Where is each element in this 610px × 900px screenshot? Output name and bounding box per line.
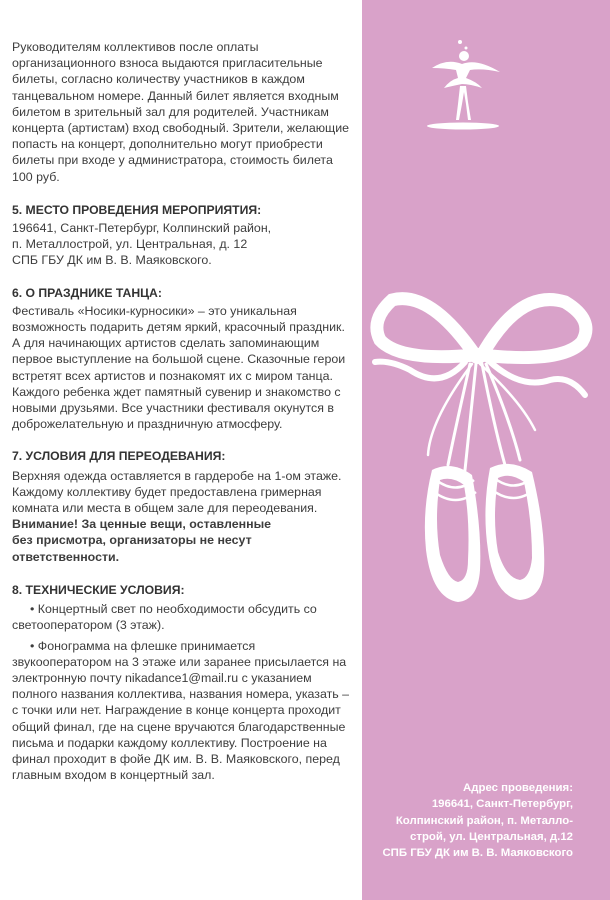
- content: [12, 39, 352, 783]
- address-line-2: Колпинский район, п. Металло-: [395, 814, 573, 827]
- section7-warning: Внимание! За ценные вещи, оставленные без присмотра, организаторы не несут ответственности.: [12, 517, 272, 564]
- section5-line1: 196641, Санкт-Петербург, Колпинский район,: [12, 221, 272, 236]
- section5-title: 5. МЕСТО ПРОВЕДЕНИЯ МЕРОПРИЯТИЯ:: [12, 202, 262, 217]
- address-label: Адрес проведения:: [463, 782, 573, 794]
- section7-title: 7. УСЛОВИЯ ДЛЯ ПЕРЕОДЕВАНИЯ:: [12, 449, 226, 464]
- section8-bullet2: • Фонограмма на флешке принимается звукооператором на 3 этаже или заранее присылается на электронную почту nikadance1@mail.ru с указанием полного названия коллектива, названия номера, указать – с точки или нет. Награждение в конце концерта проходит общий финал, где на сцене вручаются благодарственные письма и подарки каждому коллективу. Построение на финал проходит в фойе ДК им. В. В. Маяковского, перед главным входом в концертный зал.: [12, 638, 350, 783]
- section8-title: 8. ТЕХНИЧЕСКИЕ УСЛОВИЯ:: [12, 582, 185, 597]
- section6-title: 6. О ПРАЗДНИКЕ ТАНЦА:: [12, 285, 162, 300]
- address-line-4: СПБ ГБУ ДК им В. В. Маяковского: [382, 847, 573, 860]
- address-line-3: строй, ул. Центральная, д.12: [410, 830, 573, 843]
- pointe-shoes-icon: [370, 280, 600, 620]
- section5-line3: СПБ ГБУ ДК им В. В. Маяковского.: [12, 253, 212, 268]
- section7-text: Верхняя одежда оставляется в гардеробе на 1-ом этаже. Каждому коллективу будет предоставлена гримерная комната или места в общем зале для переодевания.: [12, 468, 342, 516]
- section6-text: Фестиваль «Носики-курносики» – это уникальная возможность подарить детям яркий, красочный праздник. А для начинающих артистов сделать запоминающим первое выступление на большой сцене. Сказочные герои встретят всех артистов и познакомят их с миром танца. Каждого ребенка ждет памятный сувенир и знакомство с новыми друзьями. Все участники фестиваля окунутся в доброжелательную и праздничную атмосферу.: [12, 303, 346, 432]
- venue-address: [363, 780, 573, 861]
- decorative-panel: [362, 0, 610, 900]
- section8-bullet1: • Концертный свет по необходимости обсудить со светооператором (3 этаж).: [12, 602, 317, 633]
- section5-line2: п. Металлострой, ул. Центральная, д. 12: [12, 237, 248, 252]
- intro-paragraph: Руководителям коллективов после оплаты организационного взноса выдаются пригласительные билеты, согласно количеству участников в каждом танцевальном номере. Данный билет является входным билетом в зрительный зал для родителей. Участникам концерта (артистам) вход свободный. Зрители, желающие попасть на концерт, дополнительно могут приобрести билеты при входе у администратора, стоимость билета 100 руб.: [12, 40, 350, 184]
- ballerina-icon: [422, 38, 522, 133]
- address-line-1: 196641, Санкт-Петербург,: [431, 798, 573, 811]
